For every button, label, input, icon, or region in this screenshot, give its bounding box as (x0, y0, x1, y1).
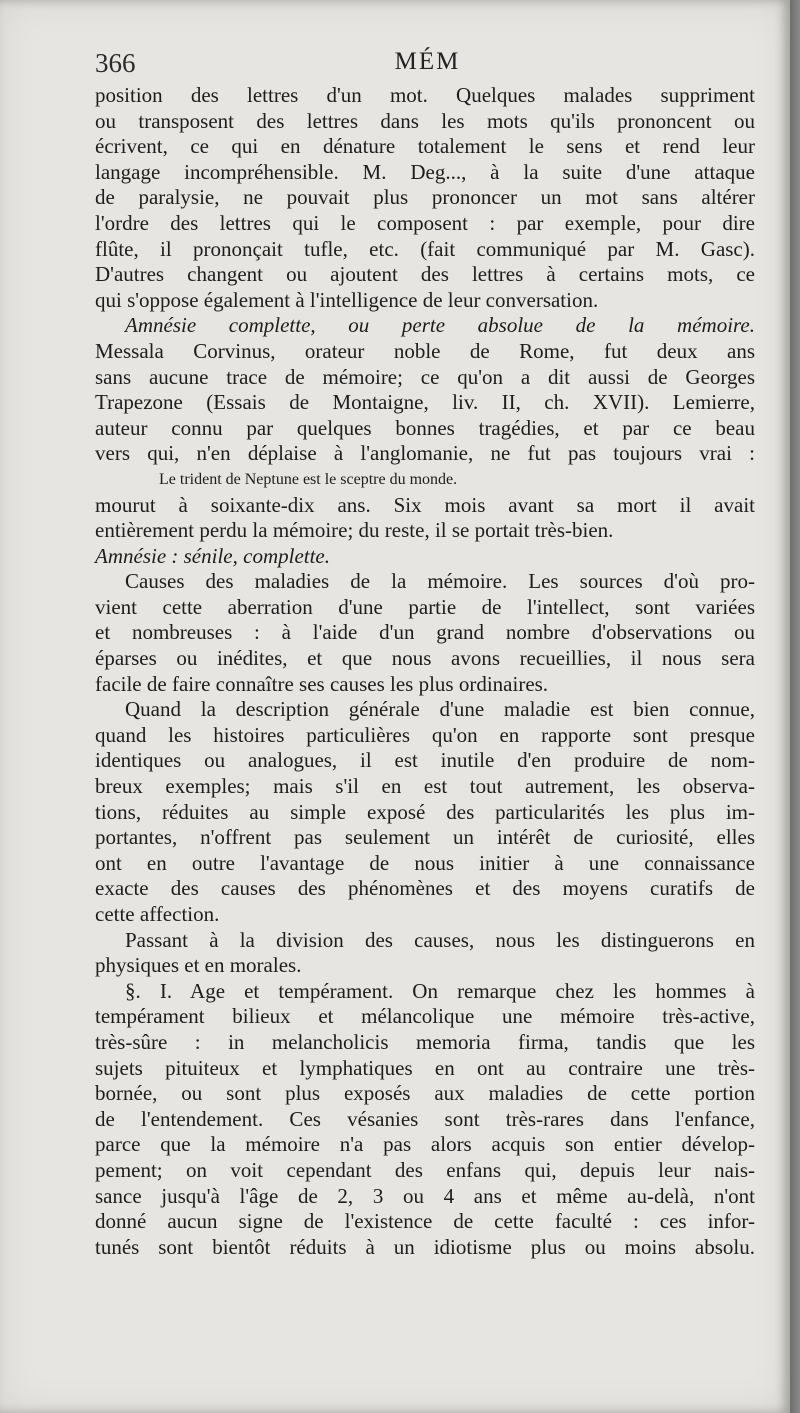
text-line: entièrement perdu la mémoire; du reste, il se portait très-bien. (95, 518, 614, 543)
text-line: auteur connu par quelques bonnes tragédies, et par ce beau (95, 415, 755, 440)
text-line: facile de faire connaître ses causes les plus ordinaires. (95, 671, 549, 696)
text-line: tions, réduites au simple exposé des particularités les plus im- (95, 799, 755, 824)
text-line: l'ordre des lettres qui le composent : par exemple, pour dire (95, 210, 755, 235)
text-line: vers qui, n'en déplaise à l'anglomanie, ne fut pas toujours vrai : (95, 441, 755, 466)
text-line: breux exemples; mais s'il en est tout autrement, les observa- (95, 774, 755, 799)
text-line: §. I. Age et tempérament. On remarque chez les hommes à (125, 978, 755, 1003)
text-line: bornée, ou sont plus exposés aux maladies de cette portion (95, 1081, 755, 1106)
text-line: donné aucun signe de l'existence de cette faculté : ces infor- (95, 1209, 755, 1234)
text-line: sans aucune trace de mémoire; ce qu'on a dit aussi de Georges (95, 364, 755, 389)
text-line: vient cette aberration d'une partie de l'intellect, sont variées (95, 594, 755, 619)
quoted-verse: Le trident de Neptune est le sceptre du monde. (159, 470, 458, 488)
text-line: et nombreuses : à l'aide d'un grand nombre d'observations ou (95, 620, 755, 645)
text-line: parce que la mémoire n'a pas alors acquis son entier dévelop- (95, 1132, 755, 1157)
page-edge-shadow (790, 0, 800, 1413)
text-line: Causes des maladies de la mémoire. Les sources d'où pro- (125, 569, 755, 594)
body-text (95, 83, 755, 1260)
text-line: D'autres changent ou ajoutent des lettres à certains mots, ce (95, 262, 755, 287)
text-line: sujets pituiteux et lymphatiques en ont au contraire une très- (95, 1055, 755, 1080)
text-line: Trapezone (Essais de Montaigne, liv. II, ch. XVII). Lemierre, (95, 390, 755, 415)
running-head: MÉM (394, 48, 461, 75)
text-line: quand les histoires particulières qu'on en rapporte sont presque (95, 722, 755, 747)
text-line: ont en outre l'avantage de nous initier à une connaissance (95, 850, 755, 875)
text-line: qui s'oppose également à l'intelligence de leur conversation. (95, 287, 599, 312)
text-line: Messala Corvinus, orateur noble de Rome, fut deux ans (95, 338, 755, 363)
text-line: très-sûre : in melancholicis memoria firma, tandis que les (95, 1029, 755, 1054)
text-line: portantes, n'offrent pas seulement un intérêt de curiosité, elles (95, 825, 755, 850)
text-line: tunés sont bientôt réduits à un idiotisme plus ou moins absolu. (95, 1234, 755, 1259)
text-line: cette affection. (95, 902, 220, 926)
text-line: mourut à soixante-dix ans. Six mois avant sa mort il avait (95, 492, 755, 517)
text-line: ou transposent des lettres dans les mots qu'ils prononcent ou (95, 108, 755, 133)
text-line: éparses ou inédites, et que nous avons recueillies, il nous sera (95, 646, 755, 671)
text-line: tempérament bilieux et mélancolique une mémoire très-active, (95, 1004, 755, 1029)
text-line: pement; on voit cependant des enfans qui, depuis leur nais- (95, 1157, 755, 1182)
text-line: Amnésie complette, ou perte absolue de la mémoire. (125, 313, 755, 338)
text-line: position des lettres d'un mot. Quelques malades suppriment (95, 83, 755, 107)
text-line: exacte des causes des phénomènes et des moyens curatifs de (95, 876, 755, 901)
text-line: identiques ou analogues, il est inutile d'en produire de nom- (95, 748, 755, 773)
text-line: flûte, il prononçait tufle, etc. (fait communiqué par M. Gasc). (95, 236, 755, 261)
text-line: sance jusqu'à l'âge de 2, 3 ou 4 ans et même au-delà, n'ont (95, 1183, 755, 1208)
text-line: physiques et en morales. (95, 953, 302, 978)
text-line: Passant à la division des causes, nous les distinguerons en (125, 927, 755, 952)
text-line: de paralysie, ne pouvait plus prononcer un mot sans altérer (95, 185, 755, 210)
text-line: de l'entendement. Ces vésanies sont très-rares dans l'enfance, (95, 1106, 755, 1131)
page-number: 366 (95, 48, 136, 78)
text-line: Amnésie : sénile, complette. (95, 543, 330, 568)
page-header (95, 48, 760, 84)
text-line: écrivent, ce qui en dénature totalement le sens et rend leur (95, 134, 755, 159)
text-line: Quand la description générale d'une maladie est bien connue, (125, 697, 755, 722)
text-line: langage incompréhensible. M. Deg..., à la suite d'une attaque (95, 159, 755, 184)
